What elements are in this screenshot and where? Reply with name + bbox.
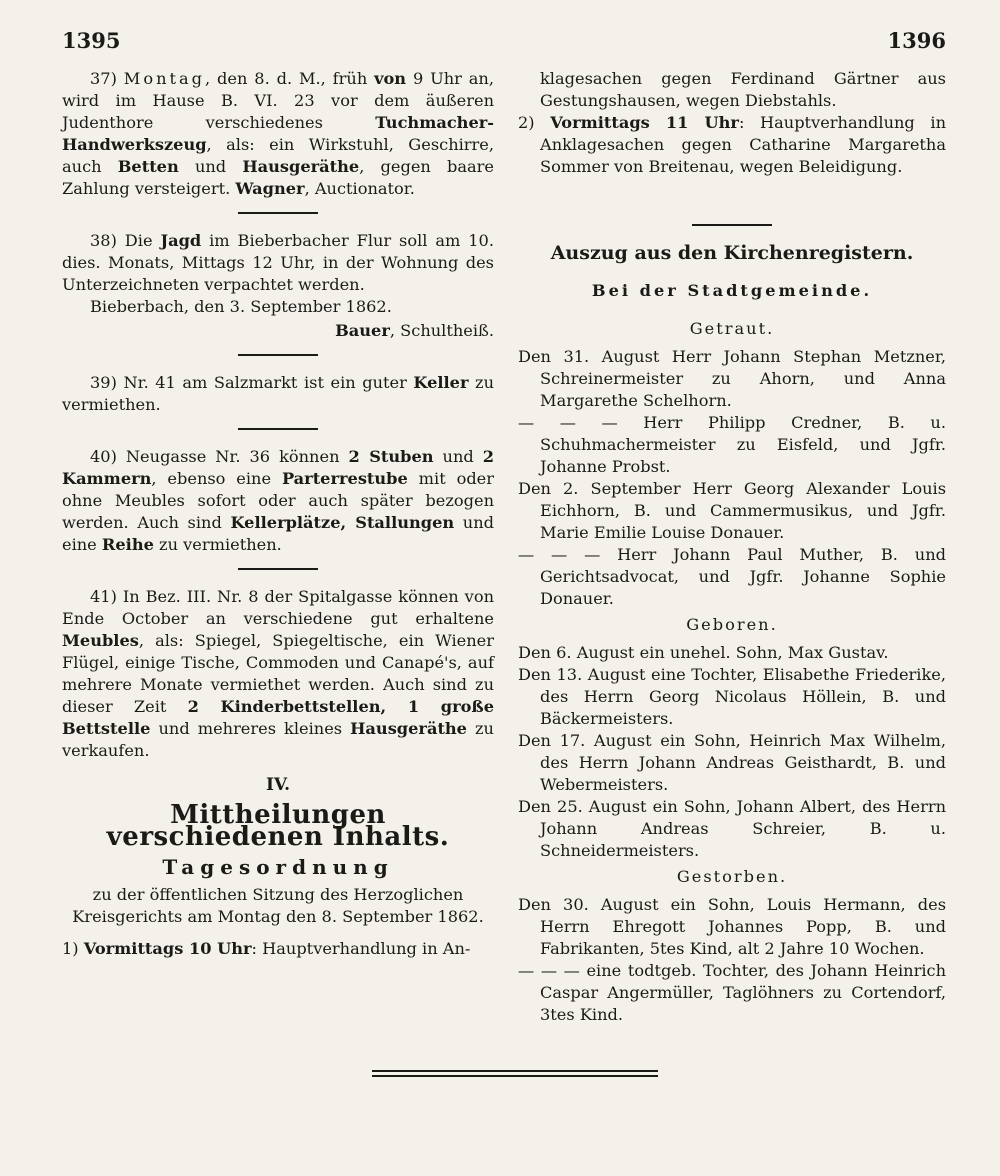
born-heading: Geboren. (686, 615, 778, 634)
text-bold: Tuchmacher-Handwerkszeug (62, 113, 494, 154)
text-span: mit oder ohne Meubles sofort oder auch später bezogen werden. Auch sind (62, 469, 494, 532)
signature-name: Wagner (235, 179, 305, 198)
agenda-item-1 (62, 938, 494, 960)
ad-40-text (62, 446, 494, 556)
text-span: , als: Spiegel, Spiegeltische, ein Wiener Flügel, einige Tische, Commoden und Canapé's, auf mehrere Monate vermiethet werden. Auch sind zu dieser Zeit (62, 631, 494, 716)
text-span: 38) Die (90, 231, 161, 250)
ad-41 (62, 586, 494, 762)
register-entry: Den 31. August Herr Johann Stephan Metzner, Schreinermeister zu Ahorn, und Anna Margarethe Schelhorn. (518, 347, 946, 410)
born-list (518, 642, 946, 862)
text-bold: von (374, 69, 407, 88)
ad-41-text (62, 586, 494, 762)
signature-title: , Auctionator. (304, 179, 415, 198)
text-span: : Hauptverhandlung in An- (251, 939, 471, 958)
ad-39-text (62, 372, 494, 416)
text-bold: 2 Stuben (348, 447, 434, 466)
register-entry: Den 17. August ein Sohn, Heinrich Max Wilhelm, des Herrn Johann Andreas Geisthardt, B. und Webermeisters. (518, 731, 946, 794)
ad-37 (62, 68, 494, 200)
text-span: 1) (62, 939, 84, 958)
text-span: 37) (90, 69, 124, 88)
text-span: 40) Neugasse Nr. 36 können (90, 447, 349, 466)
text-span: zu vermiethen. (62, 373, 494, 414)
died-heading: Gestorben. (676, 867, 788, 886)
text-bold: Vormittags 10 Uhr (83, 939, 252, 958)
ad-38 (62, 230, 494, 342)
agenda-item-2 (518, 112, 946, 178)
text-bold: Keller (413, 373, 469, 392)
ad-38-place-date: Bieberbach, den 3. September 1862. (90, 297, 392, 316)
section-title: Mittheilungen verschiedenen Inhalts. (106, 800, 450, 852)
divider (238, 568, 318, 570)
register-entry: Den 30. August ein Sohn, Louis Hermann, des Herrn Ehregott Johannes Popp, B. und Fabrikanten, 5tes Kind, alt 2 Jahre 10 Wochen. (518, 895, 946, 958)
text-bold: Jagd (160, 231, 202, 250)
register-entry: Den 13. August eine Tochter, Elisabethe Friederike, des Herrn Georg Nicolaus Höllein, B. und Bäckermeisters. (518, 665, 946, 728)
divider (692, 224, 772, 226)
text-span: : Hauptverhandlung in Anklagesachen gegen Catharine Margaretha Sommer von Breitenau, wegen Beleidigung. (540, 113, 946, 176)
married-heading: Getraut. (689, 319, 775, 338)
signature-title: , Schultheiß. (389, 321, 494, 340)
text-bold: Vormittags 11 Uhr (550, 113, 739, 132)
text-span: , gegen baare Zahlung versteigert. (62, 157, 494, 198)
divider (238, 428, 318, 430)
agenda-subtitle: zu der öffentlichen Sitzung des Herzoglichen Kreisgerichts am Montag den 8. September 1862. (72, 885, 484, 926)
text-span: 9 Uhr an, wird im Hause B. VI. 23 vor dem äußeren Judenthore verschiedenes (62, 69, 494, 132)
register-entry: — — — Herr Johann Paul Muther, B. und Gerichtsadvocat, und Jgfr. Johanne Sophie Donauer. (518, 545, 946, 608)
text-span: zu verkaufen. (62, 719, 494, 760)
text-bold: Parterrestube (281, 469, 408, 488)
married-list (518, 346, 946, 610)
agenda-heading: Tagesordnung (162, 855, 394, 879)
left-column (62, 68, 494, 960)
register-entry: — — — eine todtgeb. Tochter, des Johann Heinrich Caspar Angermüller, Taglöhners zu Cortendorf, 3tes Kind. (518, 961, 946, 1024)
text-bold: Betten (117, 157, 179, 176)
register-entry: Den 2. September Herr Georg Alexander Louis Eichhorn, B. und Cammermusikus, und Jgfr. Marie Emilie Louise Donauer. (518, 479, 946, 542)
text-bold: Meubles (62, 631, 139, 650)
register-entry: — — — Herr Philipp Credner, B. u. Schuhmachermeister zu Eisfeld, und Jgfr. Johanne Probst. (518, 413, 946, 476)
divider (238, 354, 318, 356)
text-bold: Reihe (101, 535, 154, 554)
end-rule (372, 1070, 658, 1080)
signature-name: Bauer (335, 321, 390, 340)
text-span: 41) In Bez. III. Nr. 8 der Spitalgasse können von Ende October an verschiedene gut erhaltene (62, 587, 494, 628)
text-span: im Bieberbacher Flur soll am 10. dies. Monats, Mittags 12 Uhr, in der Wohnung des Unterzeichneten verpachtet werden. (62, 231, 494, 294)
register-entry: Den 25. August ein Sohn, Johann Albert, des Herrn Johann Andreas Schreier, B. u. Schneidermeisters. (518, 797, 946, 860)
divider (238, 212, 318, 214)
text-bold: 2 Kammern (62, 447, 494, 488)
page-number-left: 1395 (62, 28, 121, 53)
text-bold: Kellerplätze, Stallungen (230, 513, 455, 532)
text-span: Montag (123, 69, 206, 88)
text-span: , den 8. d. M., früh (205, 69, 375, 88)
text-span: zu vermiethen. (153, 535, 282, 554)
text-span: und mehreres kleines (150, 719, 351, 738)
parish-heading: Bei der Stadtgemeinde. (591, 281, 873, 300)
text-span: , als: ein Wirkstuhl, Geschirre, auch (62, 135, 494, 176)
text-span: und (433, 447, 483, 466)
page-number-right: 1396 (887, 28, 946, 53)
ad-38-text (62, 230, 494, 296)
text-span: 39) Nr. 41 am Salzmarkt ist ein guter (90, 373, 414, 392)
right-column (518, 68, 946, 1026)
ad-39 (62, 372, 494, 416)
section-number: IV. (265, 775, 291, 795)
text-span: und (178, 157, 243, 176)
ad-38-signature (62, 320, 494, 342)
died-list (518, 894, 946, 1026)
register-entry: Den 6. August ein unehel. Sohn, Max Gustav. (518, 643, 889, 662)
text-bold: Hausgeräthe (242, 157, 360, 176)
text-span: 2) (518, 113, 551, 132)
text-span: und eine (62, 513, 494, 554)
text-bold: 2 Kinderbettstellen, 1 große Bettstelle (62, 697, 495, 738)
ad-37-text (62, 68, 494, 200)
agenda-item-1-continued: klagesachen gegen Ferdinand Gärtner aus Gestungshausen, wegen Diebstahls. (540, 69, 946, 110)
church-register-heading: Auszug aus den Kirchenregistern. (550, 242, 914, 264)
text-bold: Hausgeräthe (350, 719, 467, 738)
text-span: , ebenso eine (151, 469, 282, 488)
ad-40 (62, 446, 494, 556)
